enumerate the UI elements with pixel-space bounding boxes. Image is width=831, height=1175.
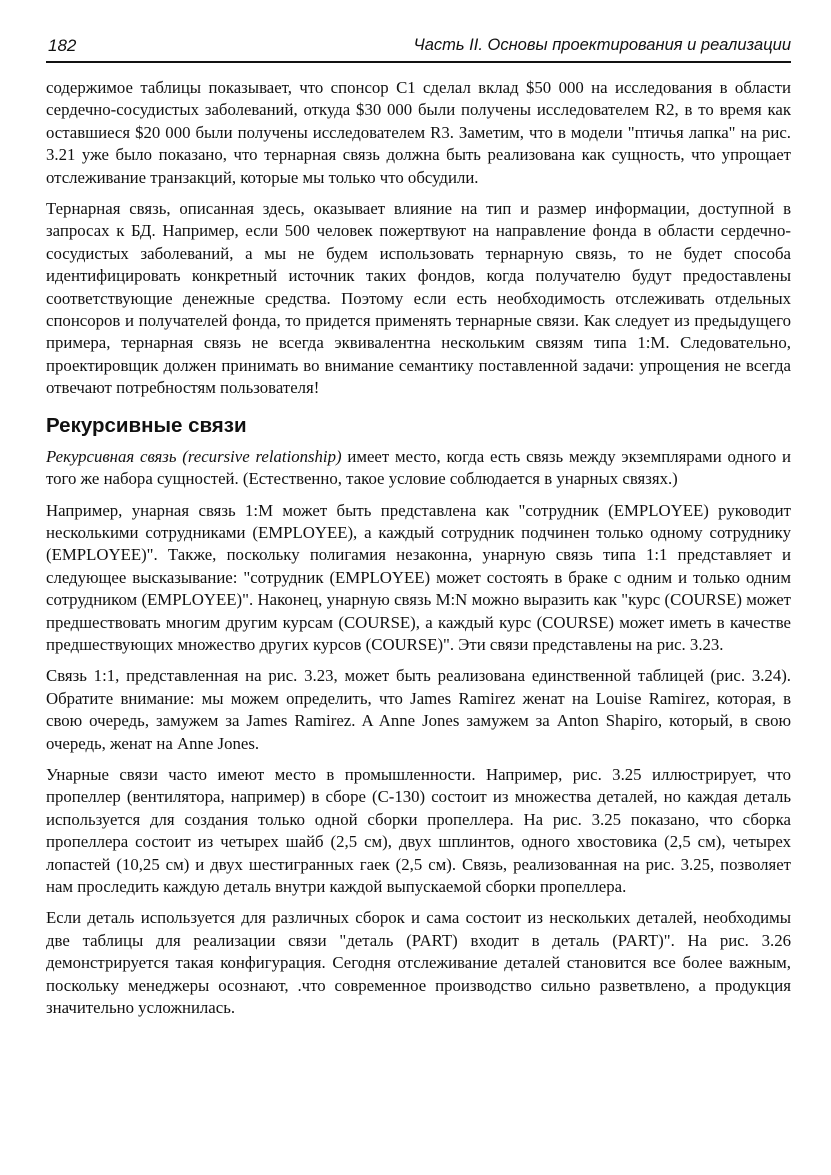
paragraph-one-to-one: Связь 1:1, представленная на рис. 3.23, может быть реализована единственной таблицей (рис. 3.24). Обратите внимание: мы можем определить, что James Ramirez женат на Louise Ramirez, которая, в свою очередь, замужем за James Ramirez. A Anne Jones замужем за Anton Shapiro, который, в свою очередь, женат на Anne Jones. [46,666,791,753]
running-head: Часть II. Основы проектирования и реализации [413,36,791,54]
paragraph-recursive-definition [46,446,791,491]
paragraph-parts: Если деталь используется для различных сборок и сама состоит из нескольких деталей, необходимы две таблицы для реализации связи "деталь (PART) входит в деталь (PART)". На рис. 3.26 демонстрируется такая конфигурация. Сегодня отслеживание деталей становится все более важным, поскольку менеджеры осознают, .что современное производство сильно разветвлено, а продукция значительно усложнилась. [46,908,791,1018]
section-heading: Рекурсивные связи [46,413,247,437]
paragraph-ternary-impact: Тернарная связь, описанная здесь, оказывает влияние на тип и размер информации, доступной в запросах к БД. Например, если 500 человек пожертвуют на направление фонда в области сердечно-сосудистых заболеваний, а мы не будем использовать тернарную связь, то не будет способа идентифицировать конкретный источник таких фондов, когда получателю будут предоставлены соответствующие денежные средства. Поэтому если есть необходимость отслеживать отдельных спонсоров и получателей фонда, то придется применять тернарные связи. Как следует из предыдущего примера, тернарная связь не всегда эквивалентна нескольким связям типа 1:M. Следовательно, проектировщик должен принимать во внимание семантику поставленной задачи: упрощения не всегда отвечают потребностям пользователя! [46,199,791,398]
paragraph-industry: Унарные связи часто имеют место в промышленности. Например, рис. 3.25 иллюстрирует, что пропеллер (вентилятора, например) в сборе (C-130) состоит из множества деталей, но каждая деталь используется для создания только одной сборки пропеллера. На рис. 3.25 показано, что сборка пропеллера состоит из четырех шайб (2,5 см), двух шплинтов, одного хвостовика (2,5 см), четырех лопастей (10,25 см) и двух шестигранных гаек (2,5 см). Связь, реализованная на рис. 3.25, позволяет нам проследить каждую деталь внутри каждой выпускаемой сборки пропеллера. [46,764,791,896]
book-page [46,0,791,1175]
paragraph-contribution-table: содержимое таблицы показывает, что спонсор C1 сделал вклад $50 000 на исследования в области сердечно-сосудистых заболеваний, откуда $30 000 были получены исследователем R2, в то время как оставшиеся $20 000 были получены исследователем R3. Заметим, что в модели "птичья лапка" на рис. 3.21 уже было показано, что тернарная связь должна быть реализована как сущность, что упрощает отслеживание транзакций, которые мы только что обсудили. [46,78,791,187]
page-header [46,34,791,60]
recursive-term: Рекурсивная связь (recursive relationship) [46,446,342,466]
page-number: 182 [48,36,77,55]
recursive-definition-text: имеет место, когда есть связь между экземплярами одного и того же набора сущностей. (Естественно, такое условие соблюдается в унарных связях.) [46,446,791,489]
paragraph-unary-examples: Например, унарная связь 1:M может быть представлена как "сотрудник (EMPLOYEE) руководит несколькими сотрудниками (EMPLOYEE), а каждый сотрудник подчинен только одному сотруднику (EMPLOYEE)". Также, поскольку полигамия незаконна, унарную связь типа 1:1 представляет и следующее высказывание: "сотрудник (EMPLOYEE) может состоять в браке с одним и только одним сотрудником (EMPLOYEE)". Наконец, унарную связь M:N можно выразить как "курс (COURSE) может предшествовать многим другим курсам (COURSE), а каждый курс (COURSE) может иметь в качестве предшествующих множество других курсов (COURSE)". Эти связи представлены на рис. 3.23. [46,500,791,654]
header-rule [46,61,791,63]
body-text [46,77,791,1028]
